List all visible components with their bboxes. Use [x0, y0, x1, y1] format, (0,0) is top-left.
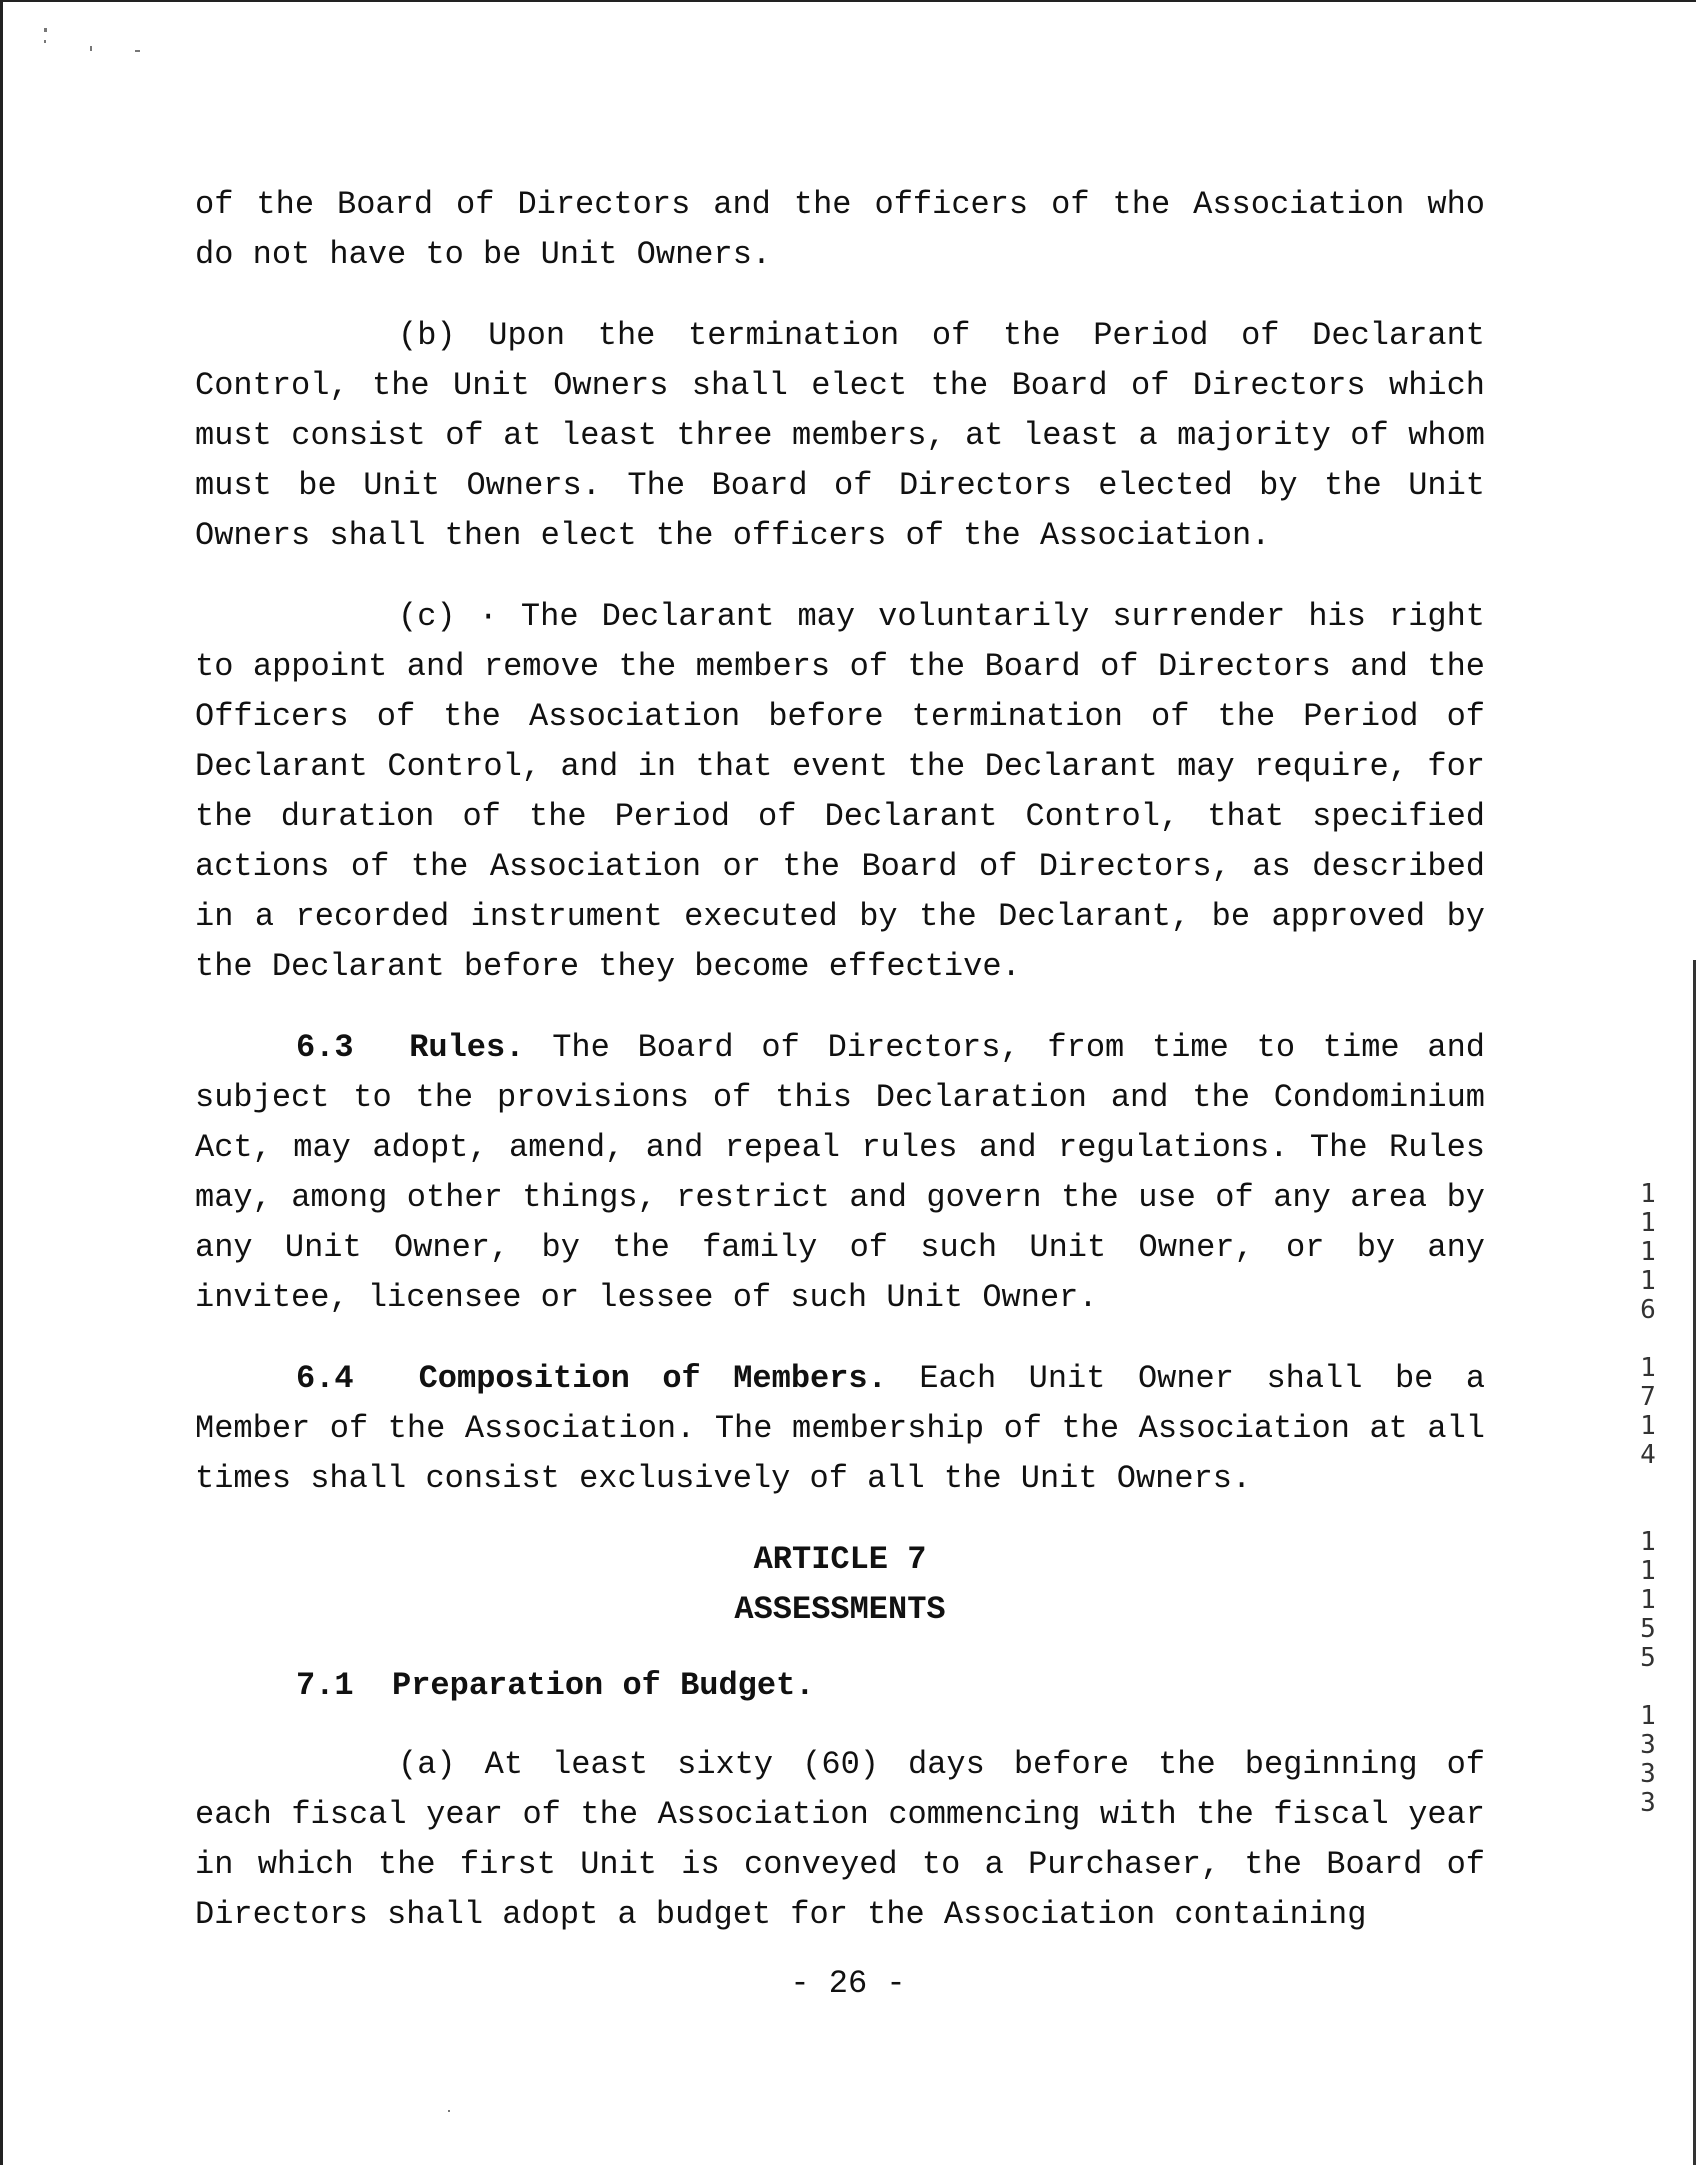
paragraph-c: (c) · The Declarant may voluntarily surrender his right to appoint and remove the members of the Board of Directors and the Officers of the Association before termination of the Period of Declarant Control, and in that event the Declarant may require, for the duration of the Period of Declarant Control, that specified actions of the Association or the Board of Directors, as described in a recorded instrument executed by the Declarant, be approved by the Declarant before they become effective.: [195, 598, 1485, 985]
scan-speck: [135, 50, 140, 52]
section-6-3: [195, 1023, 1485, 1323]
section-7-1-number: 7.1: [296, 1667, 354, 1704]
page-number: - 26 -: [790, 1965, 906, 2002]
paragraph-b: (b) Upon the termination of the Period of Declarant Control, the Unit Owners shall elect the Board of Directors which must consist of at least three members, at least a majority of whom must be Unit Owners. The Board of Directors elected by the Unit Owners shall then elect the officers of the Association.: [195, 317, 1485, 554]
document-page: [195, 180, 1485, 1971]
scan-speck: [44, 28, 47, 32]
section-6-3-number: 6.3: [296, 1029, 354, 1066]
scan-border-top: [0, 0, 1696, 2]
section-6-3-body: The Board of Directors, from time to time and subject to the provisions of this Declaration and the Condominium Act, may adopt, amend, and repeal rules and regulations. The Rules may, among other things, restrict and govern the use of any area by any Unit Owner, by the family of such Unit Owner, or by any invitee, licensee or lessee of such Unit Owner.: [195, 1029, 1486, 1316]
section-6-3-title: Rules.: [409, 1029, 525, 1066]
section-6-4-title: Composition of Members.: [418, 1360, 887, 1397]
article-label: ARTICLE 7: [753, 1541, 927, 1578]
scan-speck: [44, 40, 46, 43]
scan-speck: [90, 46, 92, 51]
scan-border-left: [0, 0, 3, 2165]
scan-speck: [448, 2110, 450, 2112]
paragraph-continuation: of the Board of Directors and the officers of the Association who do not have to be Unit Owners.: [195, 186, 1485, 273]
article-heading: [195, 1535, 1485, 1635]
section-7-1-heading: [195, 1661, 1485, 1711]
article-title: ASSESSMENTS: [734, 1591, 946, 1628]
paragraph-7-1-a: (a) At least sixty (60) days before the beginning of each fiscal year of the Association commencing with the fiscal year in which the first Unit is conveyed to a Purchaser, the Board of Directors shall adopt a budget for the Association containing: [195, 1746, 1485, 1933]
section-6-4-number: 6.4: [296, 1360, 354, 1397]
section-7-1-title: Preparation of Budget.: [392, 1667, 815, 1704]
section-6-4: [195, 1354, 1485, 1504]
margin-document-stamp: 1 1 1 1 6 1 7 1 4 1 1 1 5 5 1 3 3 3: [1640, 1179, 1656, 1818]
section-6-4-body: Each Unit Owner shall be a Member of the Association. The membership of the Association at all times shall consist exclusively of all the Unit Owners.: [195, 1360, 1486, 1497]
